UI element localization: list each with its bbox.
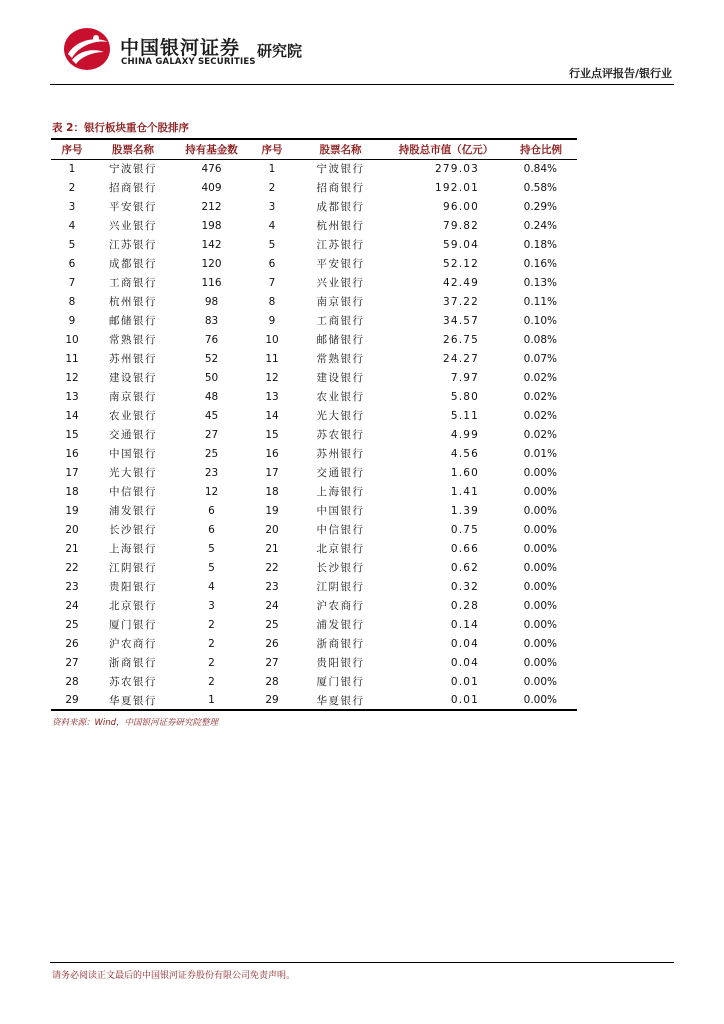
table-row <box>51 539 577 558</box>
cell-fund-count: 6 <box>208 523 215 536</box>
cell-name-b: 常熟银行 <box>316 353 365 365</box>
cell-market-value: 0.32 <box>450 580 479 593</box>
cell-rank-b: 12 <box>265 371 279 384</box>
cell-ratio: 0.00% <box>523 542 557 555</box>
cell-rank-a: 10 <box>65 333 79 346</box>
cell-market-value: 7.97 <box>450 371 479 384</box>
cell-ratio: 0.00% <box>523 504 557 517</box>
cell-fund-count: 2 <box>208 656 215 669</box>
cell-rank-a: 21 <box>65 542 79 555</box>
cell-ratio: 0.00% <box>523 618 557 631</box>
cell-name-b: 兴业银行 <box>316 277 365 289</box>
cell-market-value: 0.66 <box>450 542 479 555</box>
cell-fund-count: 1 <box>173 691 250 710</box>
cell-ratio: 0.00% <box>523 656 557 669</box>
cell-rank-a: 11 <box>65 352 79 365</box>
cell-fund-count: 120 <box>201 257 222 270</box>
cell-rank-a: 20 <box>65 523 79 536</box>
footer-divider <box>50 962 674 963</box>
header-divider <box>50 84 674 85</box>
cell-rank-a: 6 <box>68 257 76 270</box>
cell-name-a: 江苏银行 <box>109 239 157 251</box>
table-row <box>51 425 577 444</box>
cell-fund-count: 12 <box>204 485 219 498</box>
cell-name-b: 苏州银行 <box>316 448 365 460</box>
cell-name-b: 江阴银行 <box>316 581 365 593</box>
cell-fund-count: 3 <box>208 599 215 612</box>
cell-name-b: 浦发银行 <box>316 619 365 631</box>
report-type: 行业点评报告/银行业 <box>568 67 672 80</box>
cell-rank-a: 3 <box>68 200 76 213</box>
cell-name-a: 江阴银行 <box>109 562 157 574</box>
cell-rank-b: 19 <box>265 504 279 517</box>
cell-rank-b: 8 <box>268 295 276 308</box>
cell-name-b: 中国银行 <box>316 505 365 517</box>
cell-rank-a: 12 <box>65 371 79 384</box>
cell-rank-b: 1 <box>268 162 276 175</box>
cell-rank-b: 18 <box>265 485 279 498</box>
cell-ratio: 0.00% <box>523 561 557 574</box>
source-note: 资料来源：Wind，中国银河证券研究院整理 <box>52 718 219 728</box>
cell-ratio: 0.00% <box>523 485 557 498</box>
table-row <box>51 615 577 634</box>
cell-rank-b: 16 <box>265 447 279 460</box>
cell-ratio: 0.18% <box>523 238 557 251</box>
cell-name-a: 上海银行 <box>109 543 157 555</box>
cell-fund-count: 2 <box>208 675 215 688</box>
cell-market-value: 5.80 <box>450 390 479 403</box>
table-row <box>51 463 577 482</box>
header-name-a: 股票名称 <box>93 139 173 159</box>
cell-name-a: 浙商银行 <box>109 657 157 669</box>
cell-ratio: 0.00% <box>523 523 557 536</box>
cell-name-b: 上海银行 <box>316 486 365 498</box>
cell-rank-a: 17 <box>65 466 79 479</box>
cell-fund-count: 212 <box>201 200 222 213</box>
cell-rank-a: 13 <box>65 390 79 403</box>
cell-market-value: 279.03 <box>435 162 479 175</box>
table-row <box>51 292 577 311</box>
cell-rank-b: 29 <box>250 691 294 710</box>
cell-fund-count: 2 <box>208 637 215 650</box>
cell-name-a: 宁波银行 <box>109 163 157 176</box>
cell-name-a: 沪农商行 <box>109 638 157 650</box>
table-title: 表 2：银行板块重仓个股排序 <box>52 122 189 134</box>
cell-ratio: 0.00% <box>523 637 557 650</box>
header-rank-a: 序号 <box>51 139 93 159</box>
cell-name-b: 建设银行 <box>316 372 365 384</box>
cell-name-a: 苏州银行 <box>109 353 157 365</box>
cell-ratio: 0.16% <box>523 257 557 270</box>
cell-name-a: 长沙银行 <box>109 524 157 536</box>
table-row <box>51 634 577 653</box>
table-row <box>51 330 577 349</box>
cell-name-a: 兴业银行 <box>109 220 157 232</box>
cell-rank-a: 14 <box>65 409 79 422</box>
cell-name-b: 苏农银行 <box>316 429 365 441</box>
cell-ratio: 0.08% <box>523 333 557 346</box>
cell-fund-count: 45 <box>204 409 219 422</box>
cell-name-a: 平安银行 <box>109 201 157 213</box>
cell-name-a: 常熟银行 <box>109 334 157 346</box>
cell-fund-count: 50 <box>204 371 219 384</box>
table-row <box>51 273 577 292</box>
cell-fund-count: 4 <box>208 580 215 593</box>
cell-rank-b: 3 <box>268 200 276 213</box>
cell-name-b: 沪农商行 <box>316 600 365 612</box>
cell-name-b: 光大银行 <box>316 410 365 422</box>
cell-name-b: 长沙银行 <box>316 562 365 574</box>
cell-market-value: 1.39 <box>450 504 479 517</box>
brand-name-en: CHINA GALAXY SECURITIES <box>121 57 256 67</box>
cell-name-b: 平安银行 <box>316 258 365 270</box>
cell-name-a: 邮储银行 <box>109 315 157 327</box>
cell-market-value: 0.01 <box>450 675 479 688</box>
cell-rank-a: 5 <box>68 238 76 251</box>
cell-market-value: 0.01 <box>387 691 505 710</box>
cell-rank-b: 7 <box>268 276 276 289</box>
cell-market-value: 34.57 <box>442 314 479 327</box>
cell-ratio: 0.00% <box>523 580 557 593</box>
cell-name-a: 中国银行 <box>109 448 157 460</box>
table-row <box>51 387 577 406</box>
table-header-row <box>51 139 577 159</box>
cell-market-value: 79.82 <box>442 219 479 232</box>
cell-market-value: 0.04 <box>450 656 479 669</box>
cell-rank-a: 1 <box>68 162 76 175</box>
cell-name-b: 邮储银行 <box>316 334 365 346</box>
cell-name-a: 工商银行 <box>109 277 157 289</box>
cell-market-value: 1.60 <box>450 466 479 479</box>
cell-name-a: 成都银行 <box>109 258 157 270</box>
cell-name-a: 厦门银行 <box>109 619 157 631</box>
table-row <box>51 406 577 425</box>
cell-rank-a: 19 <box>65 504 79 517</box>
cell-name-b: 成都银行 <box>316 201 365 213</box>
cell-market-value: 37.22 <box>442 295 479 308</box>
cell-name-a: 杭州银行 <box>109 296 157 308</box>
cell-fund-count: 142 <box>201 238 222 251</box>
table-row <box>51 178 577 197</box>
cell-name-a: 贵阳银行 <box>109 581 157 593</box>
cell-rank-a: 28 <box>65 675 79 688</box>
footer-disclaimer: 请务必阅读正文最后的中国银河证券股份有限公司免责声明。 <box>52 971 296 981</box>
cell-rank-b: 4 <box>268 219 276 232</box>
cell-fund-count: 409 <box>201 181 222 194</box>
cell-rank-a: 7 <box>68 276 76 289</box>
cell-ratio: 0.02% <box>523 428 557 441</box>
header-ratio: 持仓比例 <box>505 139 577 159</box>
table-row <box>51 558 577 577</box>
cell-rank-b: 2 <box>268 181 276 194</box>
cell-ratio: 0.58% <box>523 181 557 194</box>
cell-rank-b: 5 <box>268 238 276 251</box>
table-row <box>51 596 577 615</box>
table-row <box>51 482 577 501</box>
cell-rank-b: 11 <box>265 352 279 365</box>
cell-ratio: 0.00% <box>523 675 557 688</box>
cell-ratio: 0.02% <box>523 371 557 384</box>
cell-fund-count: 76 <box>204 333 219 346</box>
cell-rank-a: 23 <box>65 580 79 593</box>
cell-rank-a: 9 <box>68 314 76 327</box>
table-row <box>51 520 577 539</box>
header-name-b: 股票名称 <box>294 139 387 159</box>
cell-rank-a: 4 <box>68 219 76 232</box>
cell-market-value: 96.00 <box>442 200 479 213</box>
table-row <box>51 501 577 520</box>
cell-fund-count: 25 <box>204 447 219 460</box>
cell-rank-a: 2 <box>68 181 76 194</box>
brand-name-cn: 中国银河证券 <box>120 37 241 59</box>
cell-rank-b: 22 <box>265 561 279 574</box>
cell-name-b: 贵阳银行 <box>316 657 365 669</box>
cell-rank-b: 15 <box>265 428 279 441</box>
cell-rank-a: 24 <box>65 599 79 612</box>
table-row <box>51 444 577 463</box>
cell-market-value: 0.28 <box>450 599 479 612</box>
cell-fund-count: 5 <box>208 542 215 555</box>
page-header <box>0 0 724 90</box>
cell-market-value: 0.04 <box>450 637 479 650</box>
cell-rank-b: 20 <box>265 523 279 536</box>
cell-market-value: 192.01 <box>435 181 479 194</box>
cell-rank-a: 8 <box>68 295 76 308</box>
header-fund-count: 持有基金数 <box>173 139 250 159</box>
cell-market-value: 4.56 <box>450 447 479 460</box>
cell-name-b: 厦门银行 <box>316 676 365 688</box>
table-row <box>51 672 577 691</box>
cell-rank-a: 18 <box>65 485 79 498</box>
cell-ratio: 0.13% <box>523 276 557 289</box>
cell-market-value: 0.14 <box>450 618 479 631</box>
cell-name-a: 建设银行 <box>109 372 157 384</box>
cell-name-b: 江苏银行 <box>316 239 365 251</box>
table-row <box>51 691 577 710</box>
cell-fund-count: 48 <box>204 390 219 403</box>
cell-market-value: 26.75 <box>442 333 479 346</box>
cell-rank-b: 6 <box>268 257 276 270</box>
cell-rank-a: 29 <box>51 691 93 710</box>
table-row <box>51 197 577 216</box>
cell-name-b: 北京银行 <box>316 543 365 555</box>
cell-ratio: 0.24% <box>523 219 557 232</box>
cell-ratio: 0.00% <box>523 466 557 479</box>
cell-fund-count: 27 <box>204 428 219 441</box>
cell-name-b: 交通银行 <box>316 467 365 479</box>
cell-rank-b: 13 <box>265 390 279 403</box>
cell-rank-a: 16 <box>65 447 79 460</box>
header-market-value: 持股总市值（亿元） <box>387 139 505 159</box>
cell-name-a: 中信银行 <box>109 486 157 498</box>
cell-rank-b: 27 <box>265 656 279 669</box>
cell-ratio: 0.02% <box>523 409 557 422</box>
table-row <box>51 368 577 387</box>
cell-fund-count: 198 <box>201 219 222 232</box>
cell-rank-a: 22 <box>65 561 79 574</box>
table-row <box>51 577 577 596</box>
cell-name-a: 南京银行 <box>109 391 157 403</box>
cell-ratio: 0.00% <box>505 691 577 710</box>
galaxy-logo-icon <box>62 26 112 72</box>
table-row <box>51 254 577 273</box>
cell-ratio: 0.29% <box>523 200 557 213</box>
cell-rank-b: 24 <box>265 599 279 612</box>
cell-name-a: 光大银行 <box>109 467 157 479</box>
cell-fund-count: 52 <box>204 352 219 365</box>
table-body <box>51 159 577 710</box>
table-row <box>51 311 577 330</box>
cell-fund-count: 116 <box>201 276 222 289</box>
cell-name-b: 宁波银行 <box>316 163 365 176</box>
brand-department: 研究院 <box>257 42 303 60</box>
cell-name-b: 工商银行 <box>316 315 365 327</box>
cell-market-value: 24.27 <box>442 352 479 365</box>
table-row <box>51 159 577 178</box>
cell-ratio: 0.01% <box>523 447 557 460</box>
cell-rank-b: 21 <box>265 542 279 555</box>
cell-ratio: 0.11% <box>523 295 557 308</box>
cell-name-a: 北京银行 <box>109 600 157 612</box>
cell-rank-b: 10 <box>265 333 279 346</box>
cell-rank-a: 26 <box>65 637 79 650</box>
cell-name-a: 交通银行 <box>109 429 157 441</box>
cell-name-b: 招商银行 <box>316 182 365 194</box>
cell-rank-b: 9 <box>268 314 276 327</box>
cell-rank-b: 14 <box>265 409 279 422</box>
cell-ratio: 0.02% <box>523 390 557 403</box>
cell-fund-count: 83 <box>204 314 219 327</box>
table-row <box>51 653 577 672</box>
cell-name-b: 中信银行 <box>316 524 365 536</box>
cell-name-a: 农业银行 <box>109 410 157 422</box>
cell-name-a: 招商银行 <box>109 182 157 194</box>
cell-rank-b: 28 <box>265 675 279 688</box>
cell-market-value: 42.49 <box>442 276 479 289</box>
cell-name-b: 杭州银行 <box>316 220 365 232</box>
table-row <box>51 235 577 254</box>
holdings-ranking-table <box>51 138 577 711</box>
cell-name-a: 华夏银行 <box>93 691 173 710</box>
cell-rank-a: 27 <box>65 656 79 669</box>
cell-ratio: 0.07% <box>523 352 557 365</box>
cell-rank-a: 15 <box>65 428 79 441</box>
cell-rank-b: 26 <box>265 637 279 650</box>
cell-market-value: 1.41 <box>450 485 479 498</box>
cell-fund-count: 2 <box>208 618 215 631</box>
cell-name-b: 农业银行 <box>316 391 365 403</box>
cell-market-value: 59.04 <box>442 238 479 251</box>
cell-market-value: 5.11 <box>450 409 479 422</box>
cell-name-a: 浦发银行 <box>109 505 157 517</box>
cell-market-value: 4.99 <box>450 428 479 441</box>
cell-fund-count: 23 <box>204 466 219 479</box>
cell-fund-count: 6 <box>208 504 215 517</box>
table-row <box>51 349 577 368</box>
cell-ratio: 0.84% <box>523 162 557 175</box>
cell-rank-b: 17 <box>265 466 279 479</box>
cell-name-b: 浙商银行 <box>316 638 365 650</box>
cell-market-value: 0.75 <box>450 523 479 536</box>
cell-fund-count: 98 <box>204 295 219 308</box>
table-row <box>51 216 577 235</box>
cell-name-b: 华夏银行 <box>294 691 387 710</box>
cell-fund-count: 5 <box>208 561 215 574</box>
header-rank-b: 序号 <box>250 139 294 159</box>
cell-rank-b: 25 <box>265 618 279 631</box>
cell-market-value: 0.62 <box>450 561 479 574</box>
cell-name-a: 苏农银行 <box>109 676 157 688</box>
cell-fund-count: 476 <box>201 162 222 175</box>
cell-rank-a: 25 <box>65 618 79 631</box>
cell-ratio: 0.10% <box>523 314 557 327</box>
cell-rank-b: 23 <box>265 580 279 593</box>
cell-ratio: 0.00% <box>523 599 557 612</box>
cell-market-value: 52.12 <box>442 257 479 270</box>
cell-name-b: 南京银行 <box>316 296 365 308</box>
